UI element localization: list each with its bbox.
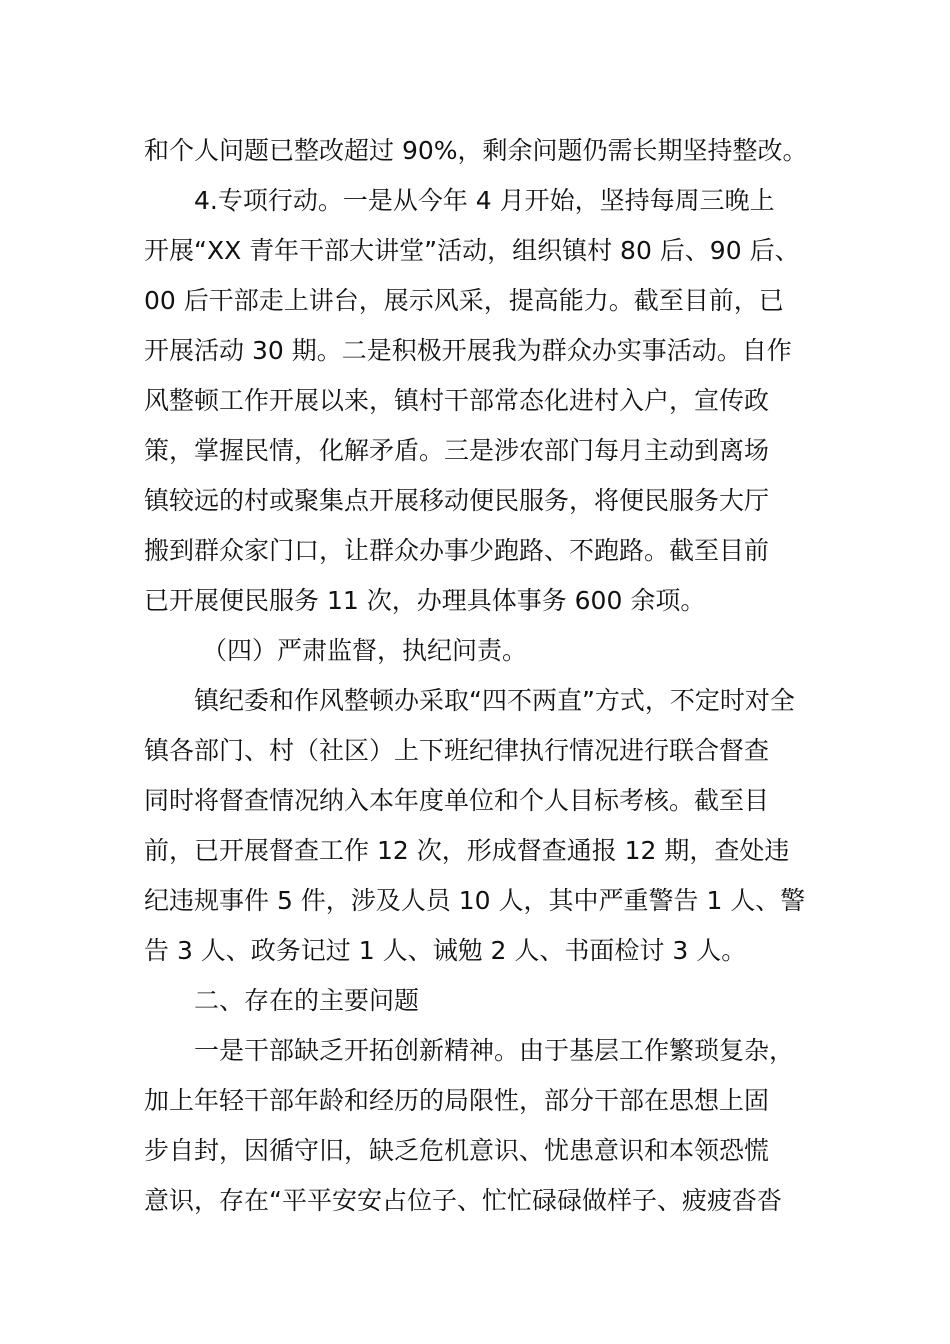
- text-line: 镇较远的村或聚集点开展移动便民服务，将便民服务大厅: [144, 486, 770, 515]
- section-heading: 二、存在的主要问题: [194, 986, 420, 1015]
- subsection-heading: （四）严肃监督，执纪问责。: [202, 636, 528, 665]
- text-line: 步自封，因循守旧，缺乏危机意识、忧患意识和本领恐慌: [144, 1136, 770, 1165]
- text-line: 意识，存在“平平安安占位子、忙忙碌碌做样子、疲疲沓沓: [144, 1186, 782, 1215]
- text-line: 同时将督查情况纳入本年度单位和个人目标考核。截至目: [144, 786, 770, 815]
- text-line: 前，已开展督查工作 12 次，形成督查通报 12 期，查处违: [144, 836, 790, 865]
- text-line: 一是干部缺乏开拓创新精神。由于基层工作繁琐复杂，: [194, 1036, 795, 1065]
- text-line: 开展活动 30 期。二是积极开展我为群众办实事活动。自作: [144, 336, 792, 365]
- text-line: 搬到群众家门口，让群众办事少跑路、不跑路。截至目前: [144, 536, 770, 565]
- text-line: 镇纪委和作风整顿办采取“四不两直”方式，不定时对全: [194, 686, 795, 715]
- text-line: 纪违规事件 5 件，涉及人员 10 人，其中严重警告 1 人、警: [144, 886, 806, 915]
- document-body: [144, 126, 844, 1226]
- text-line: 告 3 人、政务记过 1 人、诫勉 2 人、书面检讨 3 人。: [144, 936, 747, 965]
- text-line: 加上年轻干部年龄和经历的局限性，部分干部在思想上固: [144, 1086, 770, 1115]
- text-line-section-heading: 4.专项行动。一是从今年 4 月开始，坚持每周三晚上: [194, 186, 775, 215]
- text-line: 镇各部门、村（社区）上下班纪律执行情况进行联合督查: [144, 736, 770, 765]
- text-line: 已开展便民服务 11 次，办理具体事务 600 余项。: [144, 586, 706, 615]
- text-line: 风整顿工作开展以来，镇村干部常态化进村入户，宣传政: [144, 386, 770, 415]
- text-line: 00 后干部走上讲台，展示风采，提高能力。截至目前，已: [144, 286, 784, 315]
- text-line: 和个人问题已整改超过 90%，剩余问题仍需长期坚持整改。: [144, 136, 808, 165]
- text-line: 开展“XX 青年干部大讲堂”活动，组织镇村 80 后、90 后、: [144, 236, 800, 265]
- text-line: 策，掌握民情，化解矛盾。三是涉农部门每月主动到离场: [144, 436, 770, 465]
